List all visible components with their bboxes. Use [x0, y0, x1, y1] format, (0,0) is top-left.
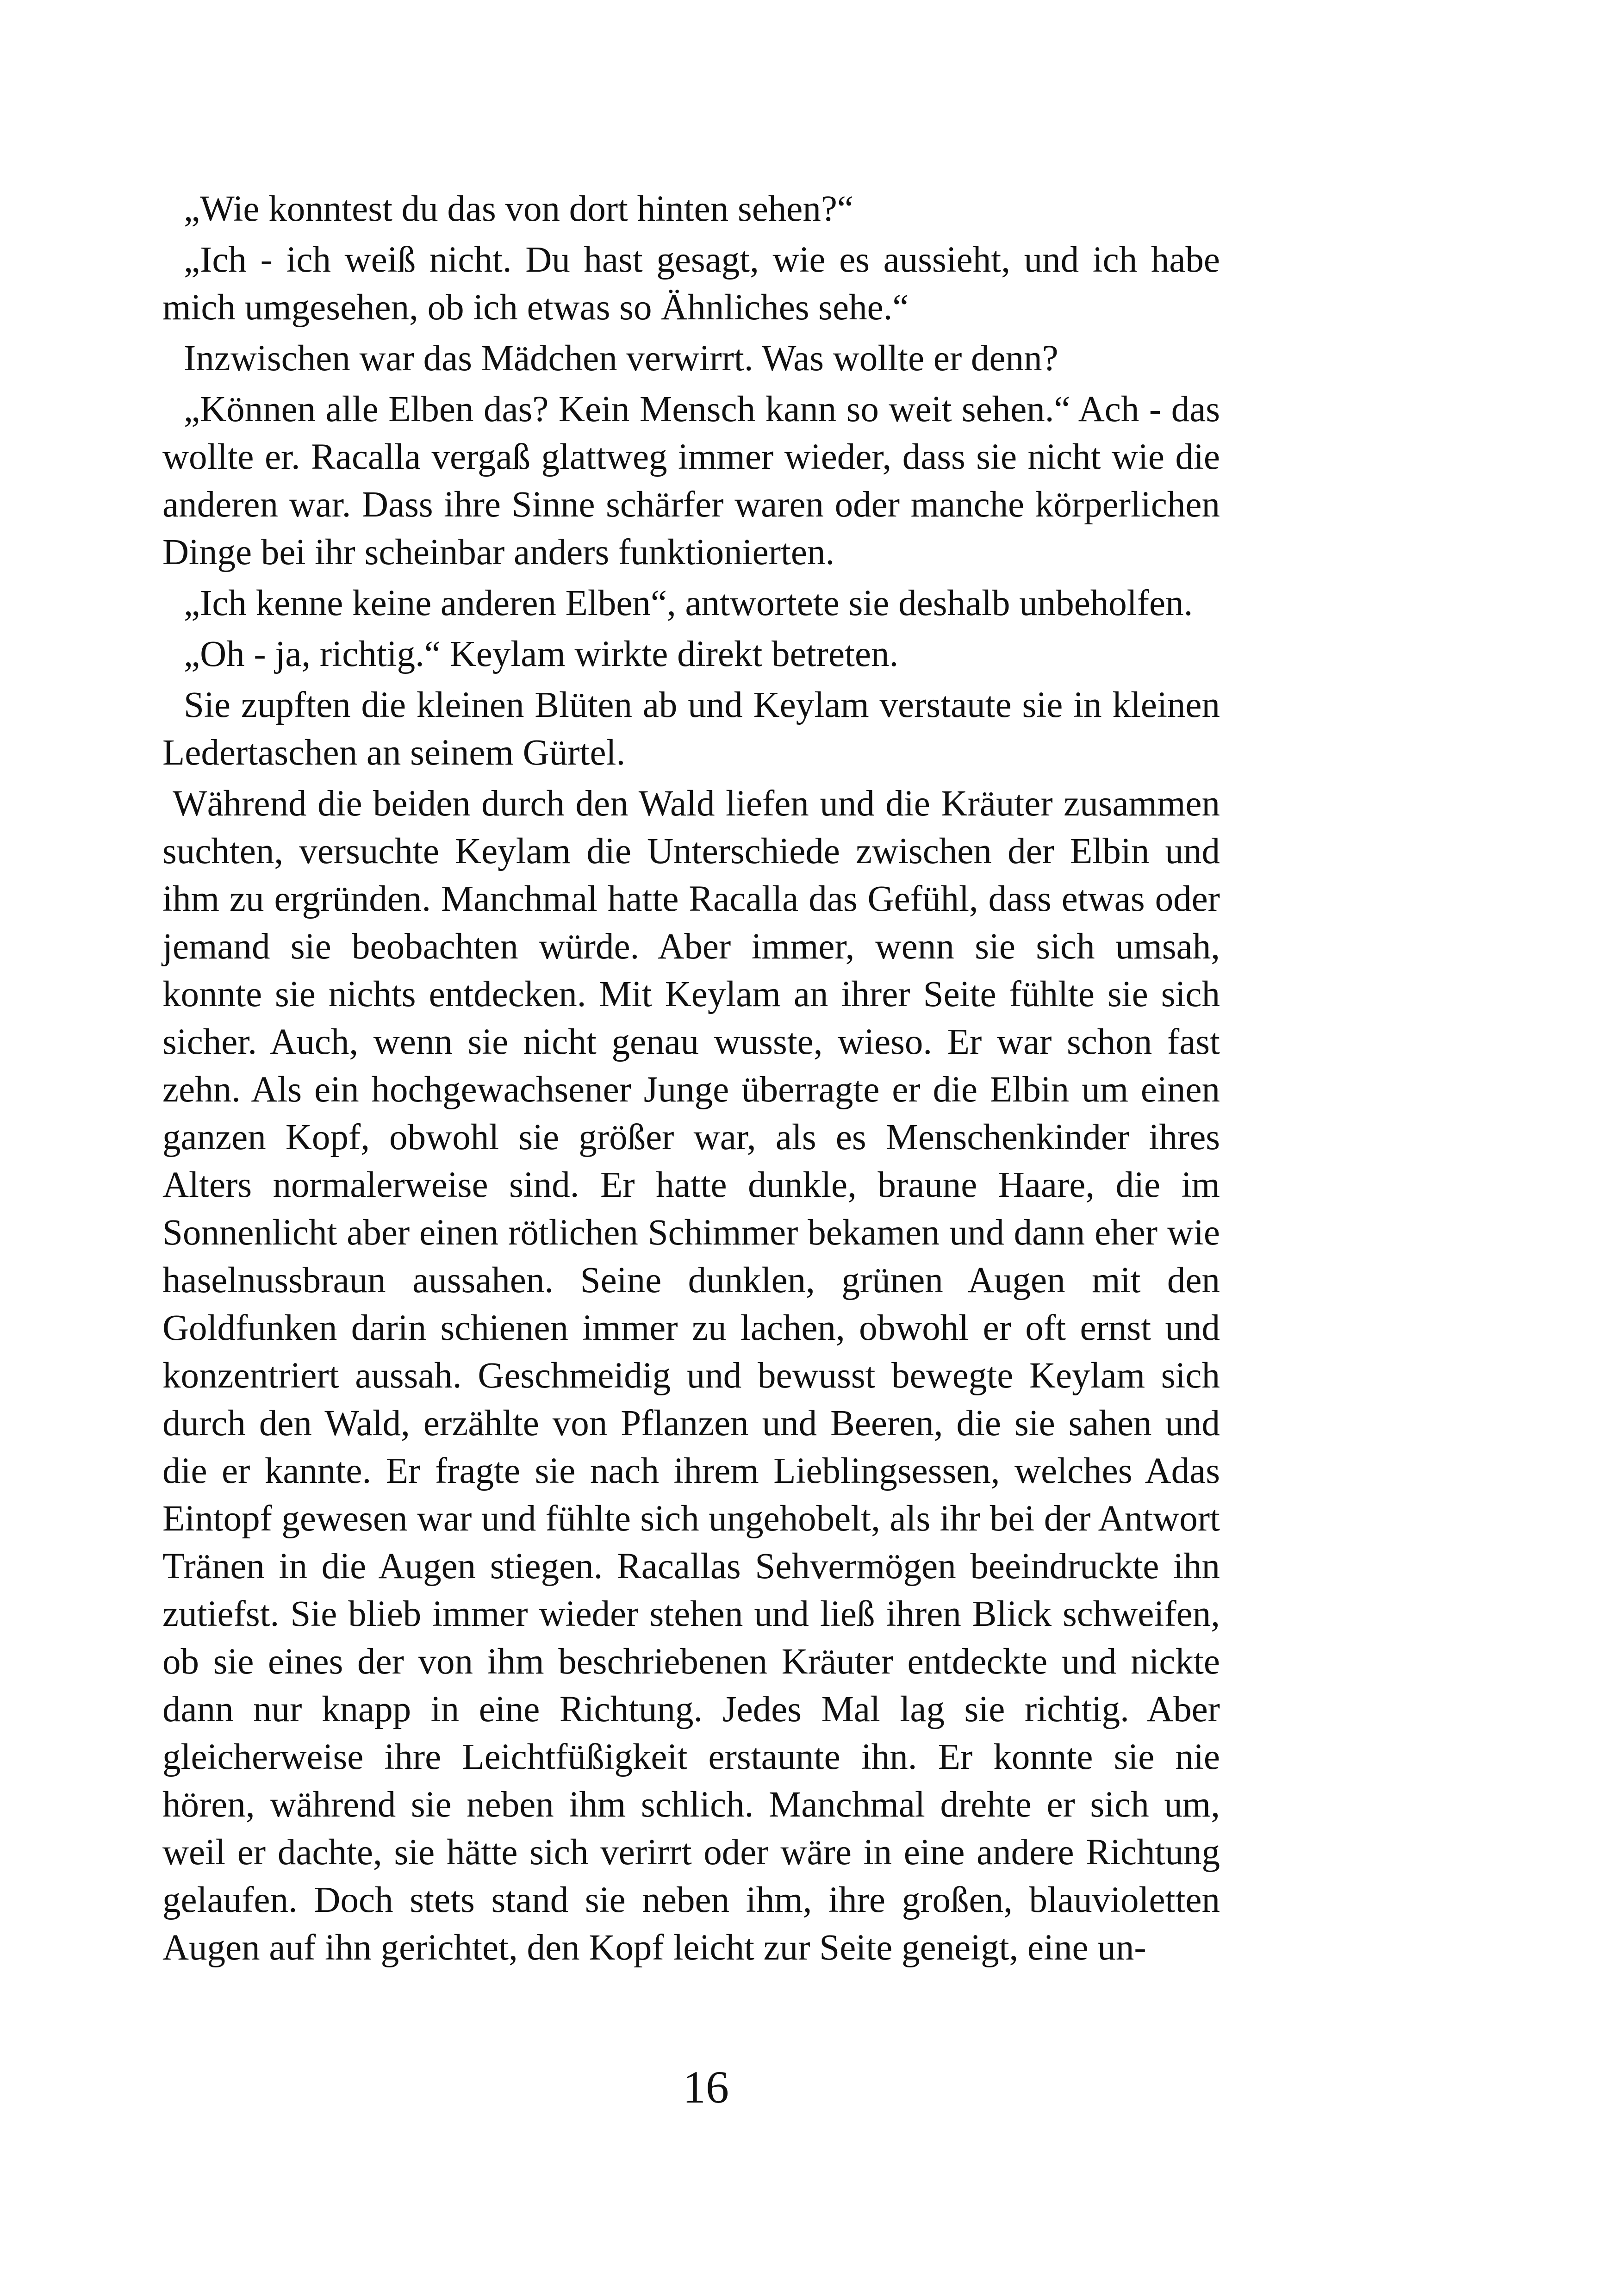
paragraph-2: „Ich - ich weiß nicht. Du hast gesagt, wie es aussieht, und ich habe mich umgesehen, ob ich etwas so Ähnliches sehe.“: [162, 240, 1220, 328]
paragraph-7: Sie zupften die kleinen Blüten ab und Keylam verstaute sie in kleinen Ledertaschen an seinem Gürtel.: [162, 685, 1220, 773]
paragraph-1: „Wie konntest du das von dort hinten sehen?“: [184, 189, 853, 229]
paragraph-4: „Können alle Elben das? Kein Mensch kann so weit sehen.“ Ach - das wollte er. Racalla vergaß glattweg immer wieder, dass sie nicht wie die anderen war. Dass ihre Sinne schärfer waren oder manche körperlichen Dinge bei ihr scheinbar anders funktionierten.: [162, 389, 1220, 572]
paragraph-8: Während die beiden durch den Wald liefen und die Kräuter zusammen suchten, versuchte Keylam die Unterschiede zwischen der Elbin und ihm zu ergründen. Manchmal hatte Racalla das Gefühl, dass etwas oder jemand sie beobachten würde. Aber immer, wenn sie sich umsah, konnte sie nichts entdecken. Mit Keylam an ihrer Seite fühlte sie sich sicher. Auch, wenn sie nicht genau wusste, wieso. Er war schon fast zehn. Als ein hochgewachsener Junge überragte er die Elbin um einen ganzen Kopf, obwohl sie größer war, als es Menschenkinder ihres Alters normalerweise sind. Er hatte dunkle, braune Haare, die im Sonnenlicht aber einen rötlichen Schimmer bekamen und dann eher wie haselnussbraun aussahen. Seine dunklen, grünen Augen mit den Goldfunken darin schienen immer zu lachen, obwohl er oft ernst und konzentriert aussah. Geschmeidig und bewusst bewegte Keylam sich durch den Wald, erzählte von Pflanzen und Beeren, die sie sahen und die er kannte. Er fragte sie nach ihrem Lieblingsessen, welches Adas Eintopf gewesen war und fühlte sich ungehobelt, als ihr bei der Antwort Tränen in die Augen stiegen. Racallas Sehvermögen beeindruckte ihn zutiefst. Sie blieb immer wieder stehen und ließ ihren Blick schweifen, ob sie eines der von ihm beschriebenen Kräuter entdeckte und nickte dann nur knapp in eine Richtung. Jedes Mal lag sie richtig. Aber gleicherweise ihre Leichtfüßigkeit erstaunte ihn. Er konnte sie nie hören, während sie neben ihm schlich. Manchmal drehte er sich um, weil er dachte, sie hätte sich verirrt oder wäre in eine andere Richtung gelaufen. Doch stets stand sie neben ihm, ihre großen, blauvioletten Augen auf ihn gerichtet, den Kopf leicht zur Seite geneigt, eine un-: [162, 784, 1220, 1968]
body-text: [162, 185, 1220, 1975]
page-number: 16: [683, 2061, 729, 2113]
paragraph-6: „Oh - ja, richtig.“ Keylam wirkte direkt betreten.: [184, 634, 899, 674]
paragraph-3: Inzwischen war das Mädchen verwirrt. Was wollte er denn?: [184, 338, 1058, 379]
paragraph-5: „Ich kenne keine anderen Elben“, antwortete sie deshalb unbeholfen.: [184, 583, 1193, 623]
